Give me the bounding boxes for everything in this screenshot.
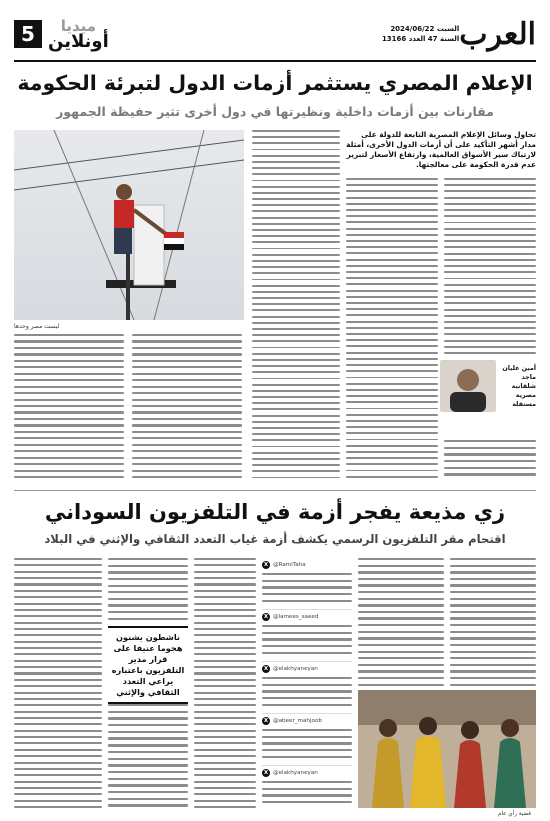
- story2-headline: زي مذيعة يفجر أزمة في التلفزيون السوداني: [44, 500, 506, 524]
- tweet-handle: @lamees_saeed: [273, 614, 319, 620]
- tweet: [262, 714, 352, 766]
- x-logo-icon: X: [263, 770, 269, 776]
- issue-info: [382, 24, 459, 44]
- tweet: [262, 766, 352, 818]
- x-logo-icon: X: [263, 718, 269, 724]
- page-number: 5: [14, 20, 42, 48]
- section-name-bottom: أونلاين: [48, 31, 109, 52]
- story1-photo-caption: ليست مصر وحدها: [14, 323, 60, 330]
- article-column: [346, 178, 438, 478]
- man-on-pole-image: [14, 130, 244, 320]
- pull-quote: ناشطون يشنون هجوما عنيفا على قرار مدير التلفزيون باعتباره يراعي التعدد الثقافي والإثني: [108, 626, 188, 704]
- article-column: [252, 130, 340, 478]
- x-logo-icon: X: [263, 614, 269, 620]
- masthead: [14, 14, 536, 54]
- article-column: [358, 558, 444, 686]
- women-in-traditional-dress-image: [358, 690, 536, 808]
- tweet-handle: @abeer_mahjoob: [273, 718, 322, 724]
- columnist-name: أمين عليان ماجد شلقانية مصرية مستقلة: [502, 365, 536, 408]
- tweet-handle: @RamiTaha: [273, 562, 306, 568]
- section-name-top: ميديا: [60, 17, 97, 35]
- article-column: [450, 558, 536, 686]
- tweets-column: [262, 558, 352, 808]
- columnist-photo: [440, 360, 496, 412]
- article-column: [444, 440, 536, 478]
- issue-number: السنة 47 العدد 13166: [381, 35, 460, 43]
- story1-subhead: مقارنات بين أزمات داخلية ونظيرتها في دول أخرى تثير حفيظة الجمهور: [56, 104, 494, 119]
- story2-photo-caption: قضية رأي عام: [498, 811, 531, 817]
- columnist-box: [436, 360, 536, 432]
- tweet-handle: @elakhyaneyan: [273, 666, 318, 672]
- tweet: [262, 662, 352, 714]
- story2-subhead: اقتحام مقر التلفزيون الرسمي يكشف أزمة غياب التعدد الثقافي والإثني في البلاد: [44, 532, 506, 546]
- story1-lead: تحاول وسائل الإعلام المصرية التابعة للدولة على مدار أشهر التأكيد على أن أزمات الدول الأخرى، أمثلة لارتباك سير الأسواق العالمية، وارتفاع الأسعار لتبرير عدم قدرة الحكومة على معالجتها.: [346, 130, 536, 169]
- article-column: [444, 178, 536, 354]
- story1-headline: الإعلام المصري يستثمر أزمات الدول لتبرئة الحكومة: [17, 71, 533, 95]
- story-divider: [14, 490, 536, 491]
- story2-photo: [358, 690, 536, 808]
- issue-date: السبت 2024/06/22: [390, 25, 460, 33]
- article-column: [14, 558, 102, 808]
- header-rule: [14, 60, 536, 62]
- story1-photo: [14, 130, 244, 320]
- tweet: [262, 558, 352, 610]
- section-name: [48, 18, 109, 50]
- section-badge: [14, 18, 109, 50]
- x-logo-icon: X: [263, 666, 269, 672]
- tweet-handle: @elakhyaneyan: [273, 770, 318, 776]
- article-column: [132, 334, 242, 478]
- tweet: [262, 610, 352, 662]
- x-logo-icon: X: [263, 562, 269, 568]
- article-column: [108, 704, 188, 808]
- article-column: [108, 558, 188, 620]
- article-column: [194, 558, 256, 808]
- article-column: [14, 334, 124, 478]
- newspaper-logo: العرب: [459, 16, 536, 52]
